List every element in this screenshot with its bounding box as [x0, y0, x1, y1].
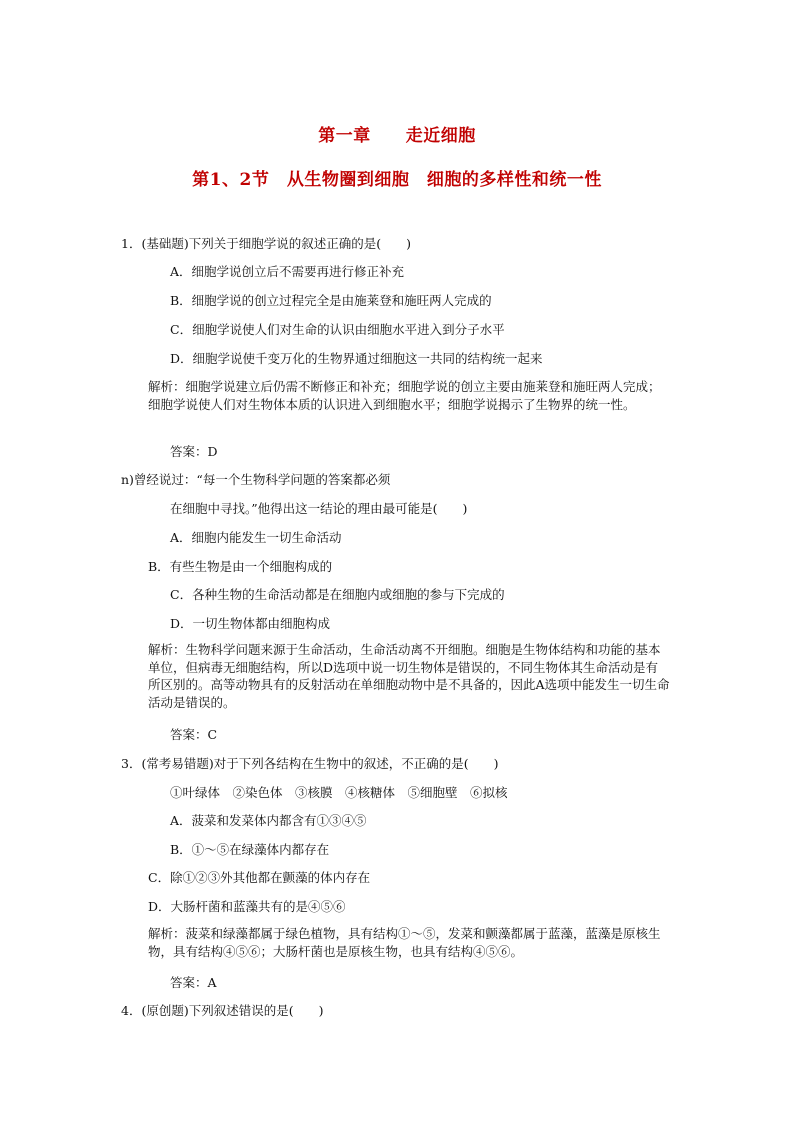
chapter-title: 第一章 走近细胞: [318, 126, 476, 146]
question-2-option-d: D．一切生物体都由细胞构成: [170, 616, 331, 631]
question-1-option-b: B．细胞学说的创立过程完全是由施莱登和施旺两人完成的: [170, 293, 492, 308]
question-2-option-b: B．有些生物是由一个细胞构成的: [148, 559, 333, 574]
question-2-option-c: C．各种生物的生命活动都是在细胞内或细胞的参与下完成的: [170, 587, 505, 602]
question-2-stem-line-1: n)曾经说过：“每一个生物科学问题的答案都必须: [121, 472, 391, 487]
question-3-option-d: D．大肠杆菌和蓝藻共有的是④⑤⑥: [148, 899, 346, 914]
question-1-stem: 1．(基础题)下列关于细胞学说的叙述正确的是( ): [121, 236, 411, 251]
question-3-option-b: B．①～⑤在绿藻体内都存在: [170, 842, 330, 857]
question-1-answer: 答案：D: [170, 444, 218, 459]
question-3-items: ①叶绿体 ②染色体 ③核膜 ④核糖体 ⑤细胞壁 ⑥拟核: [170, 785, 508, 800]
question-4-stem: 4．(原创题)下列叙述错误的是( ): [121, 1003, 324, 1018]
question-2-stem-line-2: 在细胞中寻找。”他得出这一结论的理由最可能是( ): [170, 501, 468, 516]
question-3-stem: 3．(常考易错题)对于下列各结构在生物中的叙述，不正确的是( ): [121, 756, 499, 771]
question-3-analysis: 解析：菠菜和绿藻都属于绿色植物，具有结构①～⑤，发菜和颤藻都属于蓝藻，蓝藻是原核生物，具有结构④⑤⑥；大肠杆菌也是原核生物，也具有结构④⑤⑥。: [148, 926, 661, 959]
question-3-option-c: C．除①②③外其他都在颤藻的体内存在: [148, 870, 371, 885]
question-1-option-d: D．细胞学说使千变万化的生物界通过细胞这一共同的结构统一起来: [170, 351, 543, 366]
question-1-option-a: A．细胞学说创立后不需要再进行修正补充: [170, 264, 405, 279]
question-3-answer: 答案：A: [170, 975, 217, 990]
question-1-option-c: C．细胞学说使人们对生命的认识由细胞水平进入到分子水平: [170, 322, 505, 337]
question-3-option-a: A．菠菜和发菜体内都含有①③④⑤: [170, 813, 367, 828]
section-title: 第1、2节 从生物圈到细胞 细胞的多样性和统一性: [192, 170, 602, 190]
question-2-analysis: 解析：生物科学问题来源于生命活动，生命活动离不开细胞。细胞是生物体结构和功能的基本单位，但病毒无细胞结构，所以D选项中说一切生物体是错误的，不同生物体其生命活动是有所区别的。高等动物具有的反射活动在单细胞动物中是不具备的，因此A选项中能发生一切生命活动是错误的。: [148, 642, 670, 710]
question-2-option-a: A．细胞内能发生一切生命活动: [170, 530, 342, 545]
question-2-answer: 答案：C: [170, 727, 218, 742]
question-1-analysis: 解析：细胞学说建立后仍需不断修正和补充；细胞学说的创立主要由施莱登和施旺两人完成；细胞学说使人们对生物体本质的认识进入到细胞水平；细胞学说揭示了生物界的统一性。: [148, 379, 661, 412]
